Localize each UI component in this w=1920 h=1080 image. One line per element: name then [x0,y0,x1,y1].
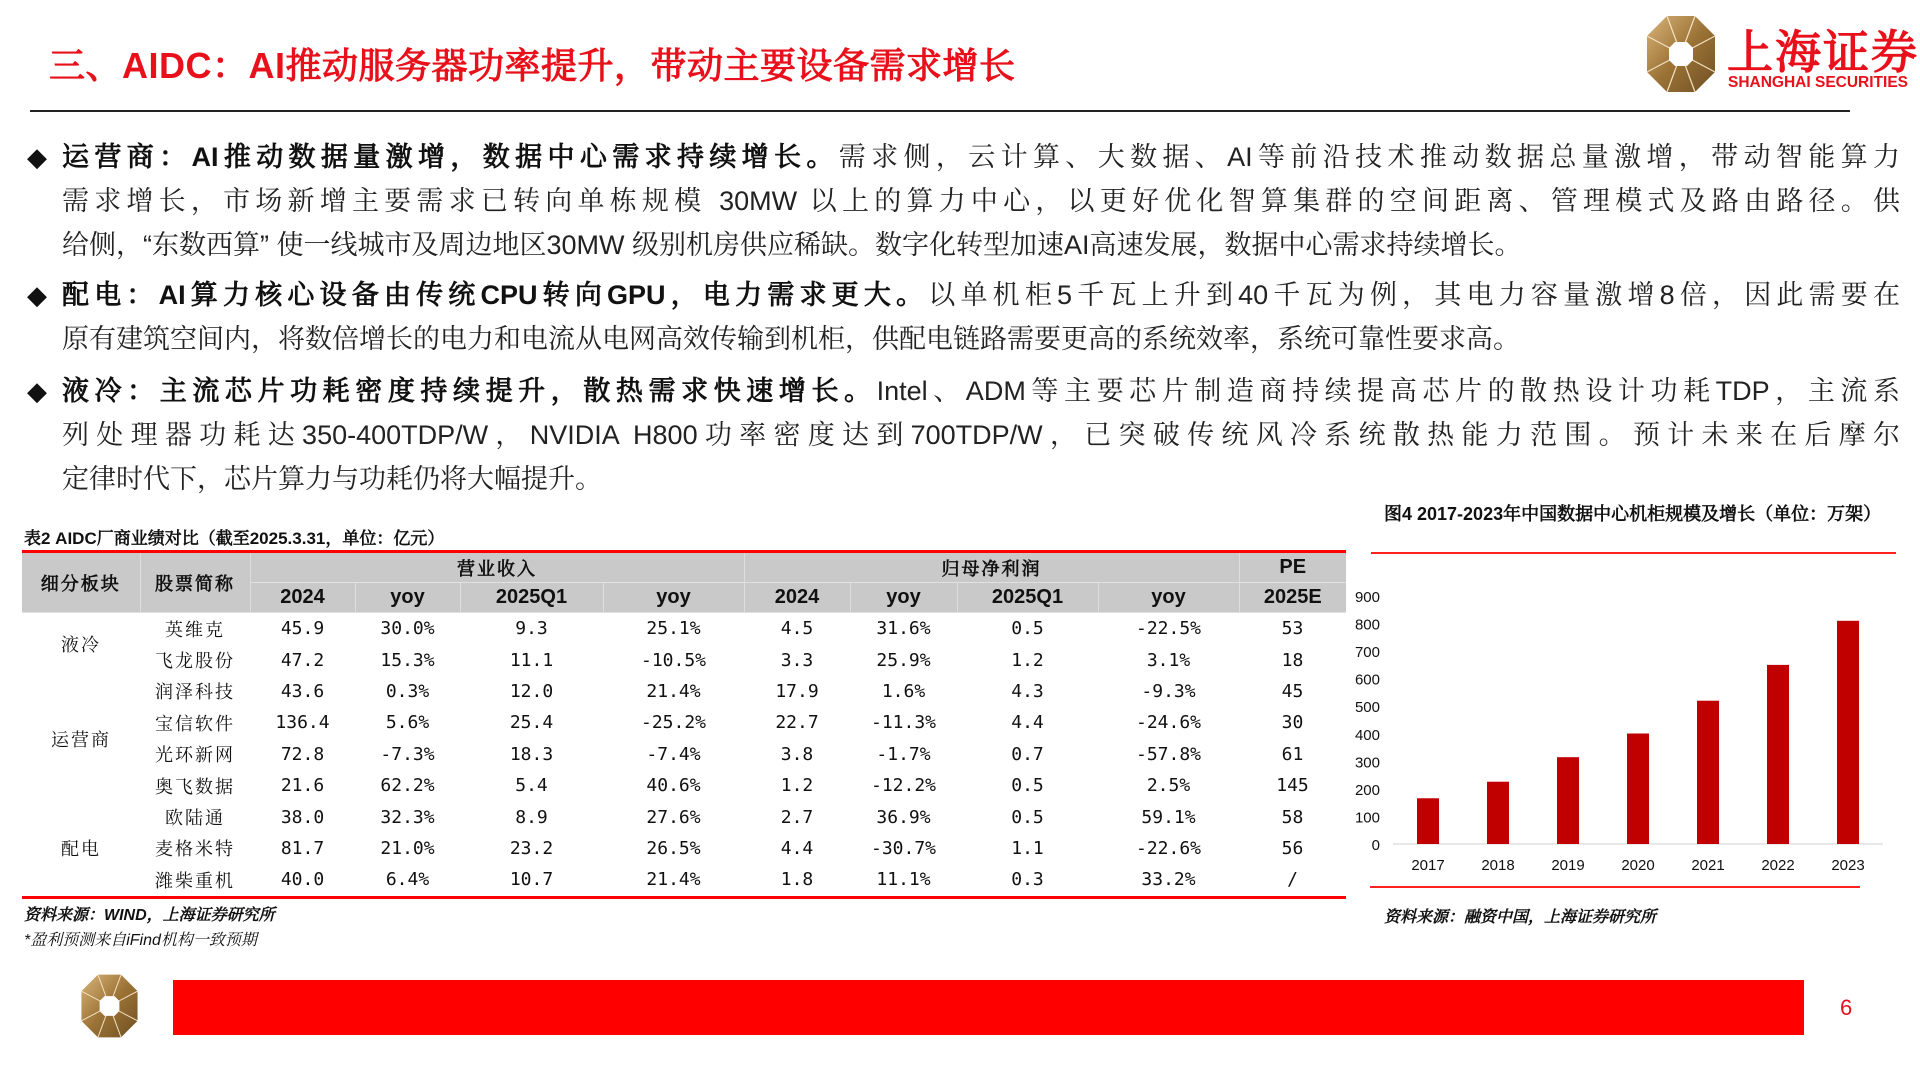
value-cell: 1.2 [780,775,814,797]
value-cell: -30.7% [870,837,937,859]
value-cell: 17.9 [775,680,819,702]
table-row [22,707,1346,738]
stock-name-cell: 宝信软件 [155,713,235,735]
value-cell: 56 [1281,837,1304,859]
value-cell: 31.6% [876,618,931,640]
logo-octagon-icon [1645,14,1717,94]
header-revenue: 营业收入 [250,552,744,583]
paragraph-heading: 运营商：AI推动数据量激增，数据中心需求持续增长。 [62,142,839,172]
value-cell: 4.4 [1011,712,1044,734]
value-cell: 11.1% [876,869,931,891]
stock-name-cell: 麦格米特 [155,839,235,861]
value-cell: 0.3 [1011,869,1044,891]
y-tick-label: 300 [1354,754,1380,772]
paragraph-text: 以单机柜5千瓦上升到40千瓦为例，其电力容量激增8倍，因此需要在 [928,280,1900,310]
x-tick-label: 2017 [1411,857,1445,874]
table-row [22,770,1346,801]
x-tick-label: 2018 [1481,857,1515,874]
subheader-yoy: yoy [355,583,460,613]
value-cell: 25.9% [876,649,931,671]
table-row [22,644,1346,675]
bar-2019 [1557,757,1579,844]
value-cell: 30 [1281,712,1304,734]
value-cell: -22.5% [1135,618,1202,640]
chart-bottom-divider [1370,886,1860,888]
value-cell: 72.8 [280,743,325,765]
value-cell: 62.2% [380,775,435,797]
table-row [22,613,1346,645]
value-cell: 81.7 [280,837,325,859]
value-cell: -12.2% [870,775,937,797]
paragraph-liquid-cooling [27,369,1900,501]
y-tick-label: 400 [1354,726,1380,744]
logo-text-en: SHANGHAI SECURITIES [1728,74,1908,91]
header-stock-name: 股票简称 [140,552,250,613]
paragraph-text: 需求侧，云计算、大数据、AI等前沿技术推动数据总量激增，带动智能算力 [838,142,1900,172]
value-cell: 3.8 [780,743,814,765]
value-cell: 9.3 [515,618,548,640]
value-cell: -7.4% [646,743,701,765]
stock-name-cell: 飞龙股份 [155,651,235,673]
y-tick-label: 0 [1371,837,1380,854]
value-cell: 0.5 [1011,618,1044,640]
value-cell: 47.2 [280,649,325,671]
y-tick-label: 900 [1354,589,1380,606]
y-tick-label: 800 [1354,616,1380,634]
paragraph-heading: 液冷：主流芯片功耗密度持续提升，散热需求快速增长。 [62,376,877,406]
y-tick-label: 500 [1354,699,1380,717]
value-cell: 15.3% [380,649,435,671]
value-cell: 18.3 [509,743,554,765]
subheader-2024: 2024 [250,583,355,613]
value-cell: 58 [1281,806,1304,828]
stock-name-cell: 润泽科技 [155,682,235,704]
bar-2017 [1417,798,1439,844]
value-cell: -10.5% [640,649,707,671]
value-cell: 1.6% [881,680,926,702]
value-cell: 11.1 [509,649,554,671]
bar-2023 [1837,621,1859,844]
value-cell: 145 [1276,775,1309,797]
value-cell: 1.8 [780,869,814,891]
bar-2021 [1697,701,1719,844]
value-cell: 5.6% [385,712,430,734]
chart-title-divider [1371,552,1896,554]
value-cell: 40.0 [280,869,325,891]
value-cell: 0.3% [385,680,430,702]
value-cell: 1.1 [1011,837,1044,859]
value-cell: 36.9% [876,806,931,828]
y-tick-label: 700 [1354,644,1380,662]
value-cell: 21.6 [280,775,325,797]
footer-bar [173,980,1804,1035]
stock-name-cell: 英维克 [165,619,225,641]
chart-source: 资料来源：融资中国，上海证券研究所 [1384,909,1657,926]
paragraph-text: Intel、ADM等主要芯片制造商持续提高芯片的散热设计功耗TDP，主流系 [876,376,1901,406]
header-pe: PE [1239,552,1346,583]
brand-logo [1645,12,1919,98]
value-cell: 0.5 [1011,806,1044,828]
header-segment: 细分板块 [22,552,140,613]
subheader-2024: 2024 [744,583,850,613]
value-cell: 0.5 [1011,775,1044,797]
subheader-yoy: yoy [850,583,957,613]
value-cell: 136.4 [275,712,330,734]
value-cell: 38.0 [280,806,325,828]
value-cell: 40.6% [646,775,701,797]
aidc-performance-table [22,550,1346,899]
value-cell: / [1287,869,1298,891]
x-tick-label: 2021 [1691,857,1725,874]
y-tick-label: 200 [1354,781,1380,799]
value-cell: 25.4 [509,712,554,734]
value-cell: 12.0 [509,680,554,702]
value-cell: 2.5% [1146,775,1191,797]
value-cell: -7.3% [380,743,435,765]
value-cell: 53 [1281,618,1304,640]
header-net-profit: 归母净利润 [744,552,1239,583]
value-cell: 4.3 [1011,680,1044,702]
y-tick-label: 100 [1354,809,1380,827]
value-cell: 10.7 [509,869,554,891]
x-tick-label: 2019 [1551,857,1585,874]
table-row [22,676,1346,707]
value-cell: 27.6% [646,806,701,828]
value-cell: 5.4 [515,775,548,797]
subheader-2025e: 2025E [1239,583,1346,613]
table-row [22,833,1346,864]
stock-name-cell: 光环新网 [155,745,235,767]
paragraph-power [27,273,1900,361]
value-cell: 30.0% [380,618,435,640]
stock-name-cell: 欧陆通 [165,808,225,830]
value-cell: 23.2 [509,837,554,859]
value-cell: 33.2% [1141,869,1196,891]
value-cell: 4.4 [780,837,814,859]
logo-text-cn: 上海证券 [1727,26,1919,78]
paragraph-operators [27,135,1900,267]
value-cell: 21.4% [646,680,701,702]
y-tick-label: 600 [1354,671,1380,689]
subheader-2025q1: 2025Q1 [460,583,603,613]
table-title: 表2 AIDC厂商业绩对比（截至2025.3.31，单位：亿元） [24,529,445,548]
value-cell: 59.1% [1141,806,1196,828]
paragraph-text: 需求增长，市场新增主要需求已转向单栋规模 30MW 以上的算力中心，以更好优化智算集群的空间距离、管理模式及路由路径。供 [62,186,1900,216]
rack-scale-bar-chart [1340,580,1900,880]
segment-cell: 运营商 [51,729,111,751]
value-cell: 25.1% [646,618,701,640]
value-cell: -22.6% [1135,837,1202,859]
segment-cell: 配电 [61,839,101,861]
value-cell: 4.5 [780,618,814,640]
paragraph-text: 给侧，“东数西算” 使一线城市及周边地区30MW 级别机房供应稀缺。数字化转型加速AI高速发展，数据中心需求持续增长。 [62,230,1522,260]
diamond-bullet-icon: ◆ [27,280,47,310]
stock-name-cell: 潍柴重机 [155,870,235,892]
value-cell: 2.7 [780,806,814,828]
value-cell: 21.4% [646,869,701,891]
subheader-yoy: yoy [603,583,744,613]
table-row [22,739,1346,770]
value-cell: 6.4% [385,869,430,891]
value-cell: 22.7 [775,712,819,734]
diamond-bullet-icon: ◆ [27,376,47,406]
subheader-2025q1: 2025Q1 [957,583,1098,613]
value-cell: 0.7 [1011,743,1044,765]
subheader-yoy: yoy [1098,583,1239,613]
value-cell: -11.3% [870,712,937,734]
value-cell: 32.3% [380,806,435,828]
value-cell: 26.5% [646,837,701,859]
bar-2018 [1487,782,1509,844]
value-cell: -9.3% [1141,680,1196,702]
value-cell: 45 [1281,680,1304,702]
table-row [22,864,1346,897]
value-cell: -24.6% [1135,712,1202,734]
value-cell: -25.2% [640,712,707,734]
table-note: *盈利预测来自iFind机构一致预期 [24,932,257,949]
value-cell: 3.1% [1146,649,1191,671]
x-tick-label: 2022 [1761,857,1795,874]
value-cell: 61 [1281,743,1304,765]
segment-cell: 液冷 [61,635,101,657]
footer-logo-icon [76,973,143,1039]
table-source: 资料来源：WIND，上海证券研究所 [24,907,275,924]
value-cell: -1.7% [876,743,931,765]
value-cell: 8.9 [515,806,548,828]
value-cell: 21.0% [380,837,435,859]
value-cell: 43.6 [280,680,325,702]
bar-2022 [1767,665,1789,844]
page-number: 6 [1840,995,1853,1020]
paragraph-text: 原有建筑空间内，将数倍增长的电力和电流从电网高效传输到机柜，供配电链路需要更高的系统效率，系统可靠性要求高。 [62,324,1520,354]
diamond-bullet-icon: ◆ [27,142,47,172]
stock-name-cell: 奥飞数据 [155,776,235,798]
title-divider [30,110,1850,112]
x-tick-label: 2023 [1831,857,1865,874]
value-cell: 18 [1281,649,1304,671]
page-title: 三、AIDC：AI推动服务器功率提升，带动主要设备需求增长 [49,45,1016,86]
table-row [22,801,1346,832]
paragraph-text: 定律时代下，芯片算力与功耗仍将大幅提升。 [62,464,602,494]
bar-2020 [1627,734,1649,844]
paragraph-text: 列处理器功耗达350-400TDP/W，NVIDIA H800功率密度达到700TDP/W，已突破传统风冷系统散热能力范围。预计未来在后摩尔 [62,420,1900,450]
chart-title: 图4 2017-2023年中国数据中心机柜规模及增长（单位：万架） [1384,504,1882,524]
x-tick-label: 2020 [1621,857,1655,874]
paragraph-heading: 配电：AI算力核心设备由传统CPU转向GPU，电力需求更大。 [62,280,929,310]
value-cell: 45.9 [280,618,325,640]
value-cell: 3.3 [780,649,814,671]
value-cell: 1.2 [1011,649,1044,671]
value-cell: -57.8% [1135,743,1202,765]
